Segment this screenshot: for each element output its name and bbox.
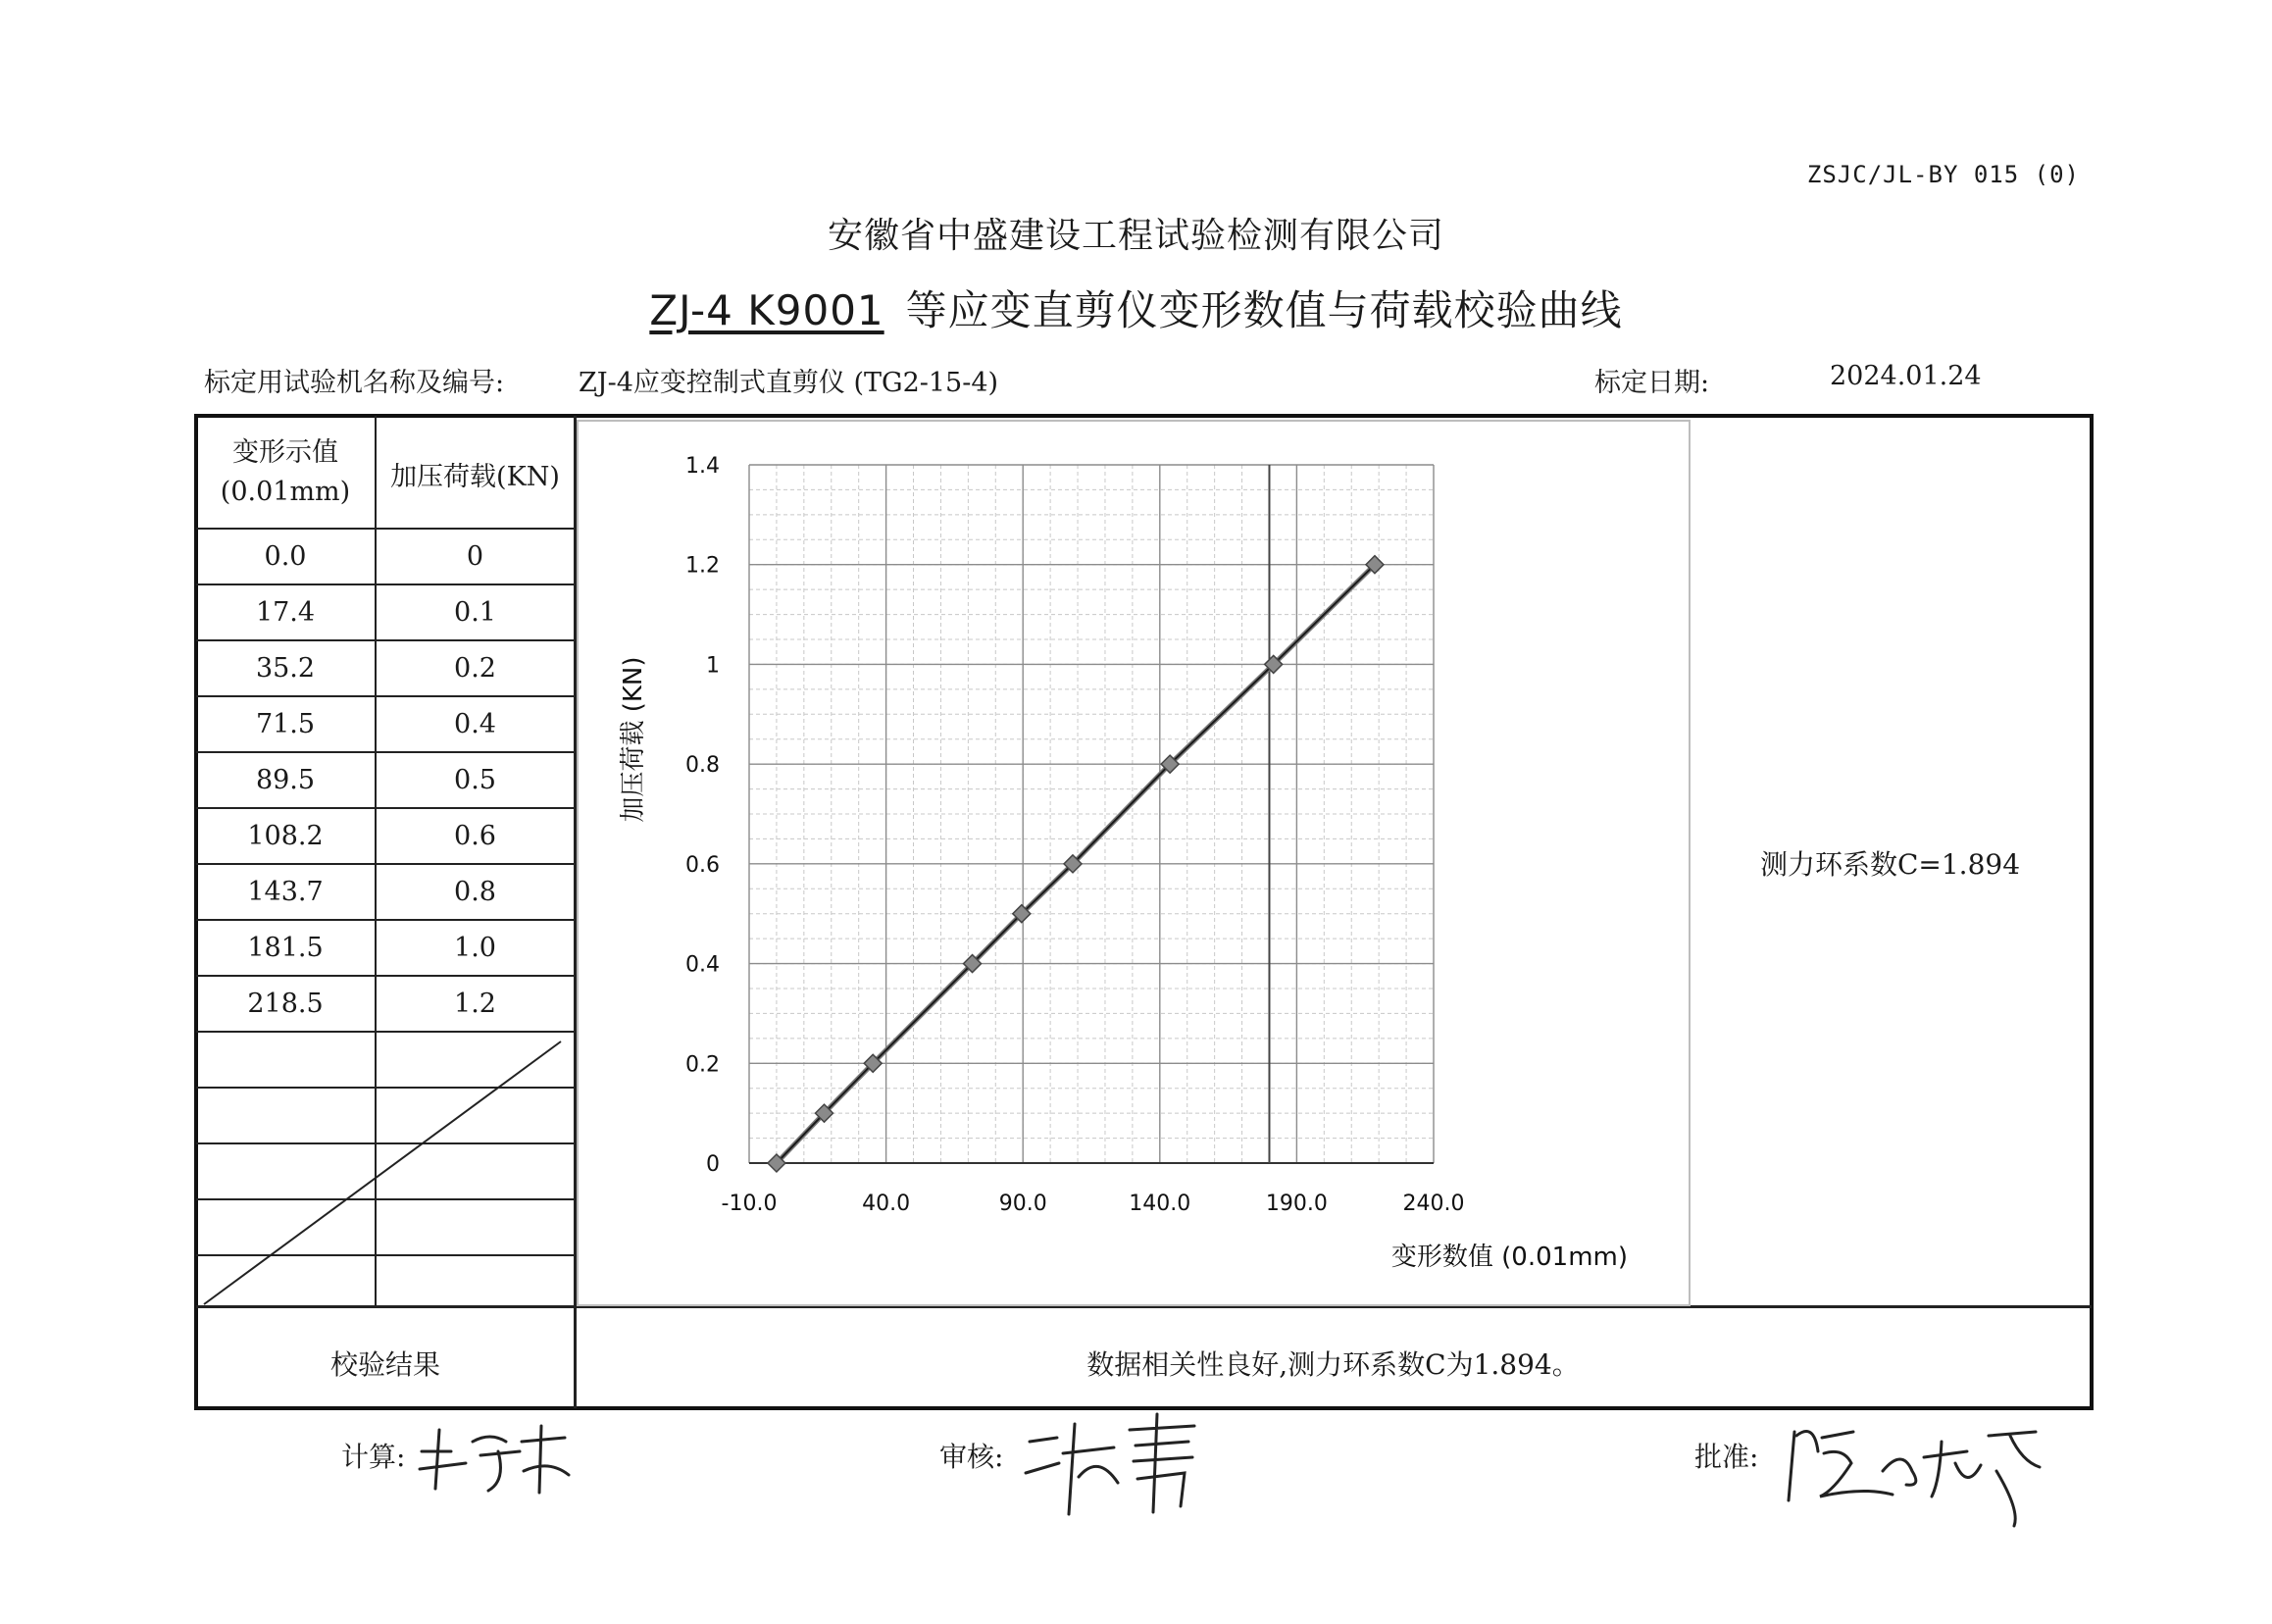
result-text: 数据相关性良好,测力环系数C为1.894。 — [1086, 1348, 1580, 1381]
calc-signature — [412, 1412, 579, 1500]
calibration-chart — [577, 420, 1691, 1306]
load-cell: 0.6 — [454, 821, 496, 851]
table-row-line — [196, 975, 575, 977]
result-label: 校验结果 — [329, 1348, 440, 1381]
deform-cell: 89.5 — [255, 765, 316, 795]
title-model: ZJ-4 K9001 — [649, 286, 884, 334]
col-header-deform-line2: (0.01mm) — [220, 477, 351, 507]
x-tick-label: 140.0 — [1129, 1192, 1191, 1216]
col-header-load: 加压荷载(KN) — [390, 462, 560, 492]
page-title — [0, 279, 2272, 337]
y-tick-label: 0.2 — [685, 1052, 720, 1078]
deform-cell: 108.2 — [247, 821, 324, 851]
review-label: 审核: — [939, 1441, 1004, 1473]
machine-label: 标定用试验机名称及编号: — [204, 368, 505, 398]
deform-cell: 71.5 — [255, 709, 316, 739]
table-row-line — [196, 584, 575, 585]
load-cell: 0.4 — [454, 709, 496, 739]
y-tick-label: 1.2 — [685, 553, 720, 579]
review-signature — [1020, 1404, 1206, 1522]
empty-rows-strike — [196, 1030, 575, 1306]
approve-label: 批准: — [1694, 1441, 1759, 1473]
x-tick-label: 90.0 — [998, 1192, 1047, 1216]
y-tick-label: 0.4 — [685, 952, 720, 978]
table-row-line — [196, 919, 575, 921]
y-tick-label: 1.4 — [685, 454, 720, 479]
x-axis-title: 变形数值 (0.01mm) — [1390, 1243, 1628, 1272]
machine-value: ZJ-4应变控制式直剪仪 (TG2-15-4) — [579, 368, 999, 398]
load-cell: 0.8 — [454, 877, 496, 907]
deform-cell: 181.5 — [247, 933, 324, 963]
strike-line — [204, 1041, 561, 1304]
load-cell: 0.5 — [454, 765, 496, 795]
deform-cell: 17.4 — [255, 597, 316, 628]
x-tick-label: -10.0 — [721, 1192, 778, 1216]
load-cell: 0.2 — [454, 653, 496, 684]
table-row-line — [196, 863, 575, 865]
y-tick-label: 0 — [706, 1152, 720, 1177]
x-tick-label: 240.0 — [1402, 1192, 1465, 1216]
document-code: ZSJC/JL-BY 015 (0) — [1806, 161, 2080, 188]
load-cell: 1.0 — [454, 933, 496, 963]
x-tick-label: 40.0 — [862, 1192, 911, 1216]
load-cell: 0.1 — [454, 597, 496, 628]
date-value: 2024.01.24 — [1830, 361, 1982, 391]
col-header-deform-line1: 变形示值 — [232, 437, 338, 468]
calc-label: 计算: — [341, 1441, 406, 1473]
x-tick-label: 190.0 — [1265, 1192, 1328, 1216]
title-text: 等应变直剪仪变形数值与荷载校验曲线 — [905, 286, 1623, 334]
y-tick-label: 1 — [706, 653, 720, 679]
company-name: 安徽省中盛建设工程试验检测有限公司 — [827, 216, 1444, 256]
deform-cell: 0.0 — [264, 541, 307, 572]
table-row-line — [196, 807, 575, 809]
y-axis-title: 加压荷载 (KN) — [619, 656, 648, 823]
table-row-line — [196, 751, 575, 753]
deform-cell: 143.7 — [247, 877, 324, 907]
deform-cell: 218.5 — [247, 989, 324, 1019]
approve-signature — [1775, 1402, 2059, 1530]
table-row-line — [196, 639, 575, 641]
y-tick-label: 0.6 — [685, 852, 720, 878]
chart-svg — [579, 422, 1692, 1308]
deform-cell: 35.2 — [255, 653, 316, 684]
date-label: 标定日期: — [1594, 368, 1710, 398]
table-row-line — [196, 528, 575, 530]
y-tick-label: 0.8 — [685, 753, 720, 779]
load-cell: 0 — [466, 541, 484, 572]
load-cell: 1.2 — [454, 989, 496, 1019]
table-row-line — [196, 695, 575, 697]
col-header-deform — [196, 433, 375, 512]
coefficient-text: 测力环系数C=1.894 — [1759, 848, 2021, 881]
